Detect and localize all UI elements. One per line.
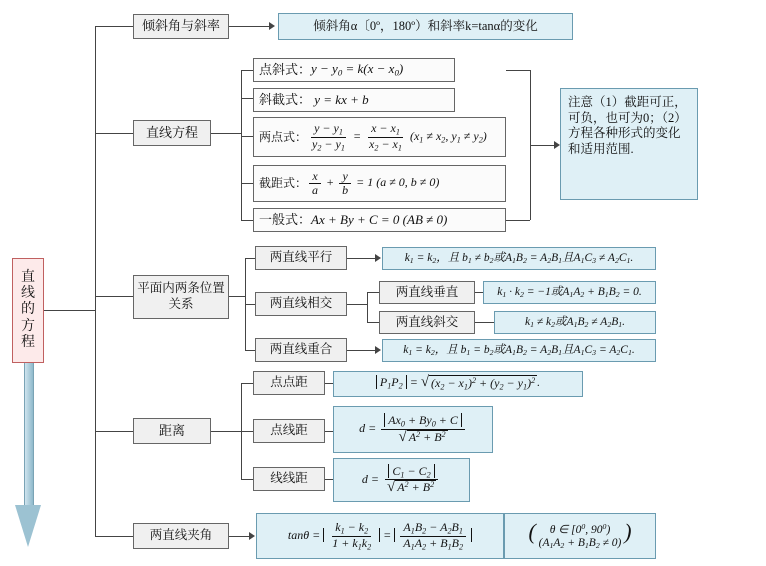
connector (241, 479, 253, 480)
connector (245, 304, 255, 305)
connector (95, 536, 133, 537)
connector (211, 431, 241, 432)
two-point-label: 两点式： (259, 129, 308, 144)
two-point-formula: $\frac{y - y_1}{y_2 - y_1}$ = $\frac{x - x_1}{x_2 - x_1}$ ($x_1 \ne x_2$, $y_1 \ne y_2$) (312, 120, 487, 152)
node-two-point-form (253, 117, 506, 157)
connector (530, 145, 554, 146)
connector (506, 220, 530, 221)
connector (347, 258, 375, 259)
node-two-lines-parallel: 两直线平行 (255, 246, 347, 270)
connector (229, 26, 269, 27)
node-point-slope-form (253, 58, 455, 82)
connector (367, 292, 379, 293)
connector-spine (95, 26, 96, 536)
root-node (12, 258, 44, 363)
general-formula: Ax + By + C = 0 (AB ≠ 0) (311, 211, 448, 227)
connector (325, 479, 333, 480)
connector (325, 431, 333, 432)
connector (95, 26, 133, 27)
arrow-head (249, 532, 255, 540)
connector (475, 292, 483, 293)
node-point-line-distance: 点线距 (253, 419, 325, 443)
node-angle-between-lines: 两直线夹角 (133, 523, 229, 549)
connector (95, 296, 133, 297)
point-slope-formula: $y - y_0 = k(x - x_0)$ (311, 61, 404, 78)
connector (241, 183, 253, 184)
slope-intercept-label: 斜截式： (259, 91, 312, 107)
node-line-equation: 直线方程 (133, 120, 211, 146)
formula-distance-point-point: $P_1P_2$ = √ $(x_2 - x_1)^2 + (y_2 - y_1)^2$ . (333, 371, 583, 397)
connector (229, 296, 245, 297)
root-line-3: 方 (21, 318, 35, 334)
node-two-lines-perpendicular: 两直线垂直 (379, 281, 475, 304)
node-slope-intercept-form (253, 88, 455, 112)
node-point-point-distance: 点点距 (253, 371, 325, 395)
root-line-2: 的 (21, 302, 35, 318)
connector (241, 220, 253, 221)
point-slope-label: 点斜式： (259, 61, 312, 77)
node-general-form (253, 208, 506, 232)
connector (241, 431, 253, 432)
formula-angle-condition: ( θ ∈ [$0^0$, $90^0$) $(A_1A_2 + B_1B_2 \ne 0)$ ) (504, 513, 656, 559)
node-slope-angle: 倾斜角与斜率 (133, 14, 229, 39)
node-intercept-form (253, 165, 506, 202)
position-relation-label: 平面内两条位置关系 (137, 281, 225, 311)
connector (241, 70, 253, 71)
node-line-line-distance: 线线距 (253, 467, 325, 491)
root-line-1: 线 (21, 286, 35, 302)
node-two-lines-oblique: 两直线斜交 (379, 311, 475, 334)
decorative-down-arrow-head (15, 505, 41, 547)
connector (229, 536, 249, 537)
connector (95, 133, 133, 134)
formula-distance-point-line: d = $Ax_0 + By_0 + C$ √ $A^2 + B^2$ (333, 406, 493, 453)
node-coincide-condition: $k_1 = k_2$，且 $b_1 = b_2$或$A_1B_2 = A_2B_1$且$A_1C_3 = A_2C_1$. (382, 339, 656, 362)
connector (367, 292, 368, 322)
connector (241, 383, 253, 384)
connector (367, 322, 379, 323)
intercept-label: 截距式： (259, 176, 308, 190)
node-distance: 距离 (133, 418, 211, 444)
node-oblique-condition: $k_1 \ne k_2$或$A_1B_2 \ne A_2B_1$. (494, 311, 656, 334)
decorative-down-arrow-shaft (24, 363, 34, 508)
connector (245, 350, 255, 351)
formula-angle: tanθ = $\frac{k_1 - k_2}{1 + k_1k_2}$ = $\frac{A_1B_2 - A_2B_1}{A_1A_2 + B_1B_2}$ (256, 513, 504, 559)
arrow-head (269, 22, 275, 30)
connector (241, 70, 242, 220)
arrow-head (375, 254, 381, 262)
connector (241, 98, 253, 99)
node-parallel-condition: $k_1 = k_2$，且 $b_1 \ne b_2$或$A_1B_2 = A_2B_1$且$A_1C_3 \ne A_2C_1$. (382, 247, 656, 270)
connector (44, 310, 95, 311)
slope-intercept-formula: y = kx + b (311, 91, 369, 107)
connector (95, 431, 133, 432)
root-line-0: 直 (21, 270, 35, 286)
connector (325, 383, 333, 384)
node-two-lines-intersect: 两直线相交 (255, 292, 347, 316)
arrow-head (375, 346, 381, 354)
node-slope-angle-detail: 倾斜角α〔0º，180º）和斜率k=tanα的变化 (278, 13, 573, 40)
connector (347, 304, 367, 305)
general-label: 一般式： (259, 211, 312, 227)
connector (245, 258, 255, 259)
connector (241, 136, 253, 137)
connector (211, 133, 241, 134)
root-line-4: 程 (21, 334, 35, 350)
connector (475, 322, 494, 323)
connector (506, 70, 530, 71)
node-perpendicular-condition: $k_1 \cdot k_2 = -1$或$A_1A_2 + B_1B_2 = 0$. (483, 281, 656, 304)
node-two-lines-coincide: 两直线重合 (255, 338, 347, 362)
intercept-formula: $\frac{x}{a}$ + $\frac{y}{b}$ = 1 (a ≠ 0, b ≠ 0) (307, 170, 439, 196)
connector (347, 350, 375, 351)
node-position-relation (133, 275, 229, 319)
node-note: 注意（1）截距可正，可负，也可为0；（2）方程各种形式的变化和适用范围. (560, 88, 698, 200)
formula-distance-line-line: d = $C_1 - C_2$ √ $A^2 + B^2$ (333, 458, 470, 502)
